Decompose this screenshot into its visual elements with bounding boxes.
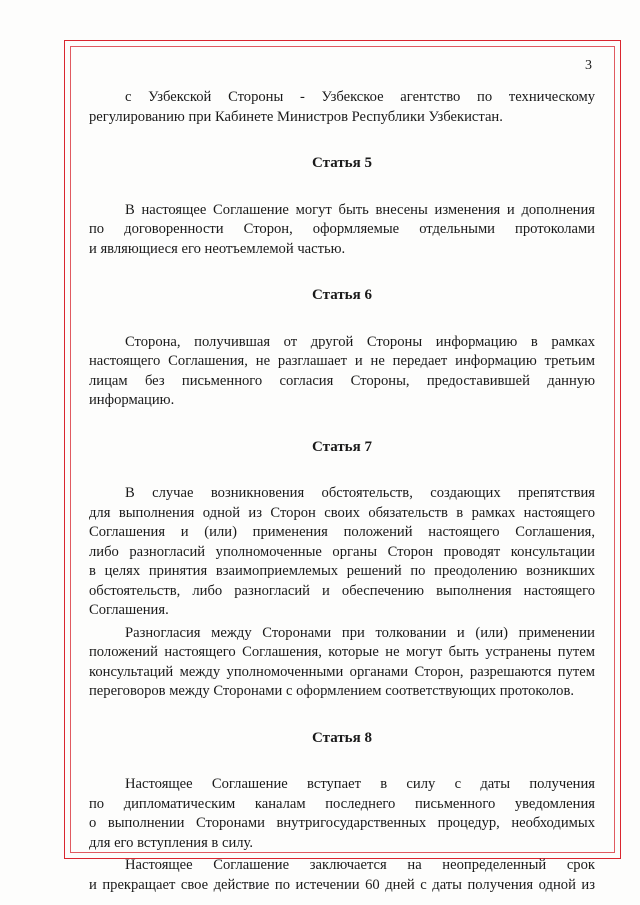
article-8-line: Настоящее Соглашение заключается на неопределенный срок [125,857,595,873]
article-6-title: Статья 6 [312,287,372,303]
article-7-line: для выполнения одной из Сторон своих обязательств в рамках настоящего [89,504,595,521]
article-7-line: в целях принятия взаимоприемлемых решений по преодолению возникших [89,563,595,579]
article-8-paragraph-2 [89,856,595,895]
article-7-line: обстоятельств, либо разногласий и обеспечению выполнения настоящего [89,582,595,599]
article-7-line: Соглашения. [89,602,169,618]
intro-paragraph [89,88,595,127]
article-5-line: и являющиеся его неотъемлемой частью. [89,240,346,257]
article-7-line: Разногласия между Сторонами при толковании и (или) применении [125,624,595,641]
article-7-line: положений настоящего Соглашения, которые не могут быть устранены путем [89,644,595,660]
article-7-paragraph-1 [89,484,595,621]
article-8-line: и прекращает свое действие по истечении 60 дней с даты получения одной из [89,876,595,893]
article-6-line: информацию. [89,392,175,408]
article-7-line: Соглашения и (или) применения положений настоящего Соглашения, [89,524,595,540]
article-8-line: о выполнении Сторонами внутригосударственных процедур, необходимых [89,815,595,831]
page-number: 3 [585,58,592,73]
article-5-line: В настоящее Соглашение могут быть внесены изменения и дополнения [125,201,595,218]
article-5-line: по договоренности Сторон, оформляемые отдельными протоколами [89,221,595,237]
article-8-paragraph-1 [89,775,595,853]
article-7-line: консультаций между уполномоченными органами Сторон, разрешаются путем [89,663,595,680]
article-8-title: Статья 8 [312,729,372,746]
article-8-line: для его вступления в силу. [89,834,254,851]
article-6-line: лицам без письменного согласия Стороны, предоставившей данную [89,372,595,389]
intro-line: с Узбекской Стороны - Узбекское агентство по техническому [125,89,595,105]
article-7-paragraph-2 [89,624,595,702]
article-8-line: Настоящее Соглашение вступает в силу с даты получения [125,776,595,792]
article-6-paragraph [89,333,595,411]
article-7-title: Статья 7 [312,438,372,455]
article-5-title: Статья 5 [312,155,372,171]
article-6-line: настоящего Соглашения, не разглашает и не передает информацию третьим [89,353,595,369]
article-5-paragraph [89,201,595,260]
intro-line: регулированию при Кабинете Министров Республики Узбекистан. [89,108,503,125]
document-body [89,88,595,895]
article-7-line: переговоров между Сторонами с оформлением соответствующих протоколов. [89,683,574,699]
article-6-line: Сторона, получившая от другой Стороны информацию в рамках [125,333,595,350]
article-7-line: В случае возникновения обстоятельств, создающих препятствия [125,485,595,501]
article-7-line: либо разногласий уполномоченные органы Сторон проводят консультации [89,543,595,560]
article-8-line: по дипломатическим каналам последнего письменного уведомления [89,795,595,812]
